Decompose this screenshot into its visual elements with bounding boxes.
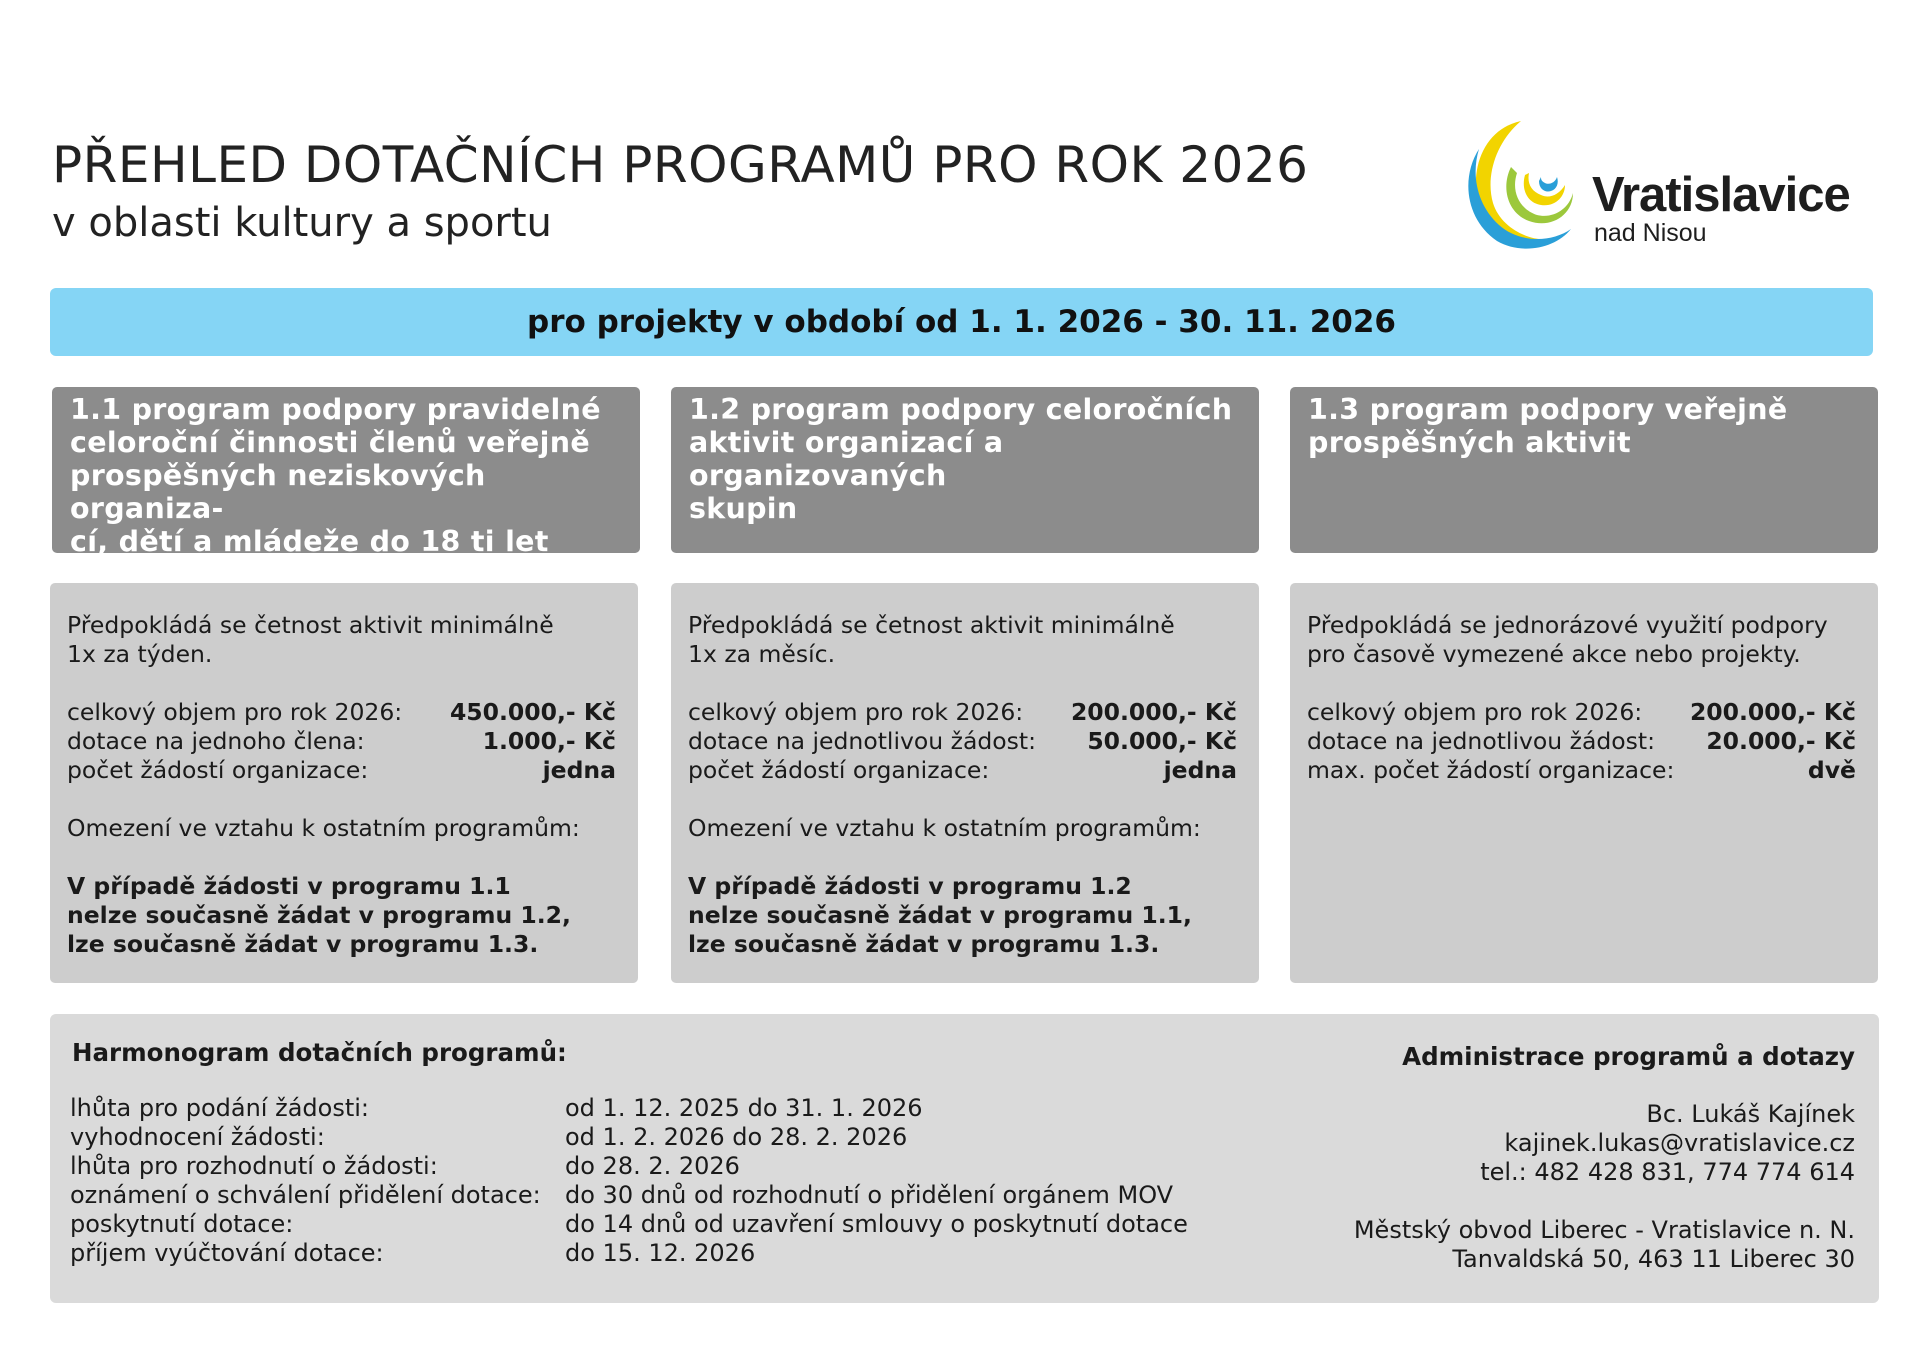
intro-line: pro časově vymezené akce nebo projekty. xyxy=(1307,640,1801,668)
program-title-line: 1.2 program podpory celoročních xyxy=(689,393,1233,426)
stat-value: 450.000,- Kč xyxy=(449,698,616,726)
vratislavice-logo xyxy=(1455,115,1875,255)
schedule-row xyxy=(70,1239,1188,1268)
stat-value: 200.000,- Kč xyxy=(1689,698,1856,726)
stat-label: dotace na jednotlivou žádost: xyxy=(688,727,1037,755)
restriction-line: V případě žádosti v programu 1.1 xyxy=(67,872,511,900)
intro-line: Předpokládá se četnost aktivit minimálně xyxy=(688,611,1175,639)
stat-row xyxy=(67,727,616,756)
logo-subname: nad Nisou xyxy=(1594,219,1707,247)
program-title-line: skupin xyxy=(689,492,798,525)
stat-value: jedna xyxy=(1163,756,1237,784)
schedule-label: poskytnutí dotace: xyxy=(70,1210,294,1238)
program-1-2-header xyxy=(671,387,1259,553)
program-intro xyxy=(1307,611,1856,669)
program-1-3-header xyxy=(1290,387,1878,553)
program-title-line: aktivit organizací a organizovaných xyxy=(689,426,1004,492)
schedule-value: do 30 dnů od rozhodnutí o přidělení orgánem MOV xyxy=(565,1181,1174,1209)
period-banner: pro projekty v období od 1. 1. 2026 - 30. 11. 2026 xyxy=(50,288,1873,356)
page-subtitle: v oblasti kultury a sportu xyxy=(52,200,552,246)
stat-label: dotace na jednotlivou žádost: xyxy=(1307,727,1656,755)
office-address: Tanvaldská 50, 463 11 Liberec 30 xyxy=(1452,1245,1855,1273)
program-intro xyxy=(688,611,1237,669)
program-stats xyxy=(1307,698,1856,785)
restriction-line: lze současně žádat v programu 1.3. xyxy=(688,930,1160,958)
schedule-value: do 28. 2. 2026 xyxy=(565,1152,740,1180)
program-1-1-details xyxy=(50,583,638,983)
schedule-label: vyhodnocení žádosti: xyxy=(70,1123,325,1151)
schedule-list xyxy=(70,1094,1188,1268)
restriction-label: Omezení ve vztahu k ostatním programům: xyxy=(688,814,1201,842)
page-title: PŘEHLED DOTAČNÍCH PROGRAMŮ PRO ROK 2026 xyxy=(52,136,1309,194)
stat-row xyxy=(1307,727,1856,756)
restriction-line: V případě žádosti v programu 1.2 xyxy=(688,872,1132,900)
restriction-label: Omezení ve vztahu k ostatním programům: xyxy=(67,814,580,842)
schedule-value: do 15. 12. 2026 xyxy=(565,1239,756,1267)
program-title-line: 1.1 program podpory pravidelné xyxy=(70,393,601,426)
restriction-line: lze současně žádat v programu 1.3. xyxy=(67,930,539,958)
intro-line: Předpokládá se četnost aktivit minimálně xyxy=(67,611,554,639)
schedule-row xyxy=(70,1210,1188,1239)
schedule-row xyxy=(70,1123,1188,1152)
program-intro xyxy=(67,611,616,669)
restriction-text xyxy=(67,872,616,959)
schedule-panel xyxy=(50,1014,1879,1303)
stat-label: počet žádostí organizace: xyxy=(67,756,369,784)
contact-phone: tel.: 482 428 831, 774 774 614 xyxy=(1480,1158,1855,1186)
schedule-label: lhůta pro podání žádosti: xyxy=(70,1094,369,1122)
stat-label: dotace na jednoho člena: xyxy=(67,727,365,755)
program-stats xyxy=(67,698,616,785)
program-title-line: 1.3 program podpory veřejně xyxy=(1308,393,1788,426)
stat-row xyxy=(67,698,616,727)
schedule-value: od 1. 2. 2026 do 28. 2. 2026 xyxy=(565,1123,908,1151)
stat-row xyxy=(1307,756,1856,785)
program-title-line: prospěšných aktivit xyxy=(1308,426,1631,459)
program-title-line: celoroční činnosti členů veřejně xyxy=(70,426,590,459)
swirl-logo-icon xyxy=(1455,115,1585,255)
schedule-row xyxy=(70,1181,1188,1210)
contact-name: Bc. Lukáš Kajínek xyxy=(1646,1100,1855,1128)
program-stats xyxy=(688,698,1237,785)
stat-row xyxy=(67,756,616,785)
program-title-line: prospěšných neziskových organiza- xyxy=(70,459,486,525)
schedule-value: do 14 dnů od uzavření smlouvy o poskytnutí dotace xyxy=(565,1210,1188,1238)
stat-label: celkový objem pro rok 2026: xyxy=(67,698,403,726)
stat-value: 20.000,- Kč xyxy=(1706,727,1856,755)
stat-label: max. počet žádostí organizace: xyxy=(1307,756,1675,784)
restriction-text xyxy=(688,872,1237,959)
logo-name: Vratislavice xyxy=(1592,168,1850,222)
intro-line: 1x za měsíc. xyxy=(688,640,836,668)
schedule-row xyxy=(70,1094,1188,1123)
contact-email: kajinek.lukas@vratislavice.cz xyxy=(1504,1129,1855,1157)
contact-block xyxy=(1354,1042,1855,1274)
intro-line: 1x za týden. xyxy=(67,640,213,668)
schedule-label: lhůta pro rozhodnutí o žádosti: xyxy=(70,1152,438,1180)
program-title-line: cí, dětí a mládeže do 18 ti let xyxy=(70,525,549,558)
office-name: Městský obvod Liberec - Vratislavice n. N. xyxy=(1353,1216,1855,1244)
stat-label: celkový objem pro rok 2026: xyxy=(1307,698,1643,726)
schedule-label: oznámení o schválení přidělení dotace: xyxy=(70,1181,541,1209)
stat-value: 50.000,- Kč xyxy=(1087,727,1237,755)
program-1-2-details xyxy=(671,583,1259,983)
intro-line: Předpokládá se jednorázové využití podpory xyxy=(1307,611,1828,639)
stat-row xyxy=(1307,698,1856,727)
schedule-value: od 1. 12. 2025 do 31. 1. 2026 xyxy=(565,1094,923,1122)
schedule-title: Harmonogram dotačních programů: xyxy=(72,1038,567,1067)
stat-value: 1.000,- Kč xyxy=(482,727,616,755)
restriction-line: nelze současně žádat v programu 1.2, xyxy=(67,901,571,929)
stat-row xyxy=(688,698,1237,727)
stat-label: počet žádostí organizace: xyxy=(688,756,990,784)
schedule-label: příjem vyúčtování dotace: xyxy=(70,1239,384,1267)
program-1-1-header xyxy=(52,387,640,558)
stat-row xyxy=(688,756,1237,785)
stat-value: 200.000,- Kč xyxy=(1070,698,1237,726)
stat-label: celkový objem pro rok 2026: xyxy=(688,698,1024,726)
stat-value: dvě xyxy=(1807,756,1856,784)
stat-value: jedna xyxy=(542,756,616,784)
restriction-line: nelze současně žádat v programu 1.1, xyxy=(688,901,1192,929)
stat-row xyxy=(688,727,1237,756)
schedule-row xyxy=(70,1152,1188,1181)
contact-title: Administrace programů a dotazy xyxy=(1402,1042,1855,1071)
program-1-3-details xyxy=(1290,583,1878,983)
